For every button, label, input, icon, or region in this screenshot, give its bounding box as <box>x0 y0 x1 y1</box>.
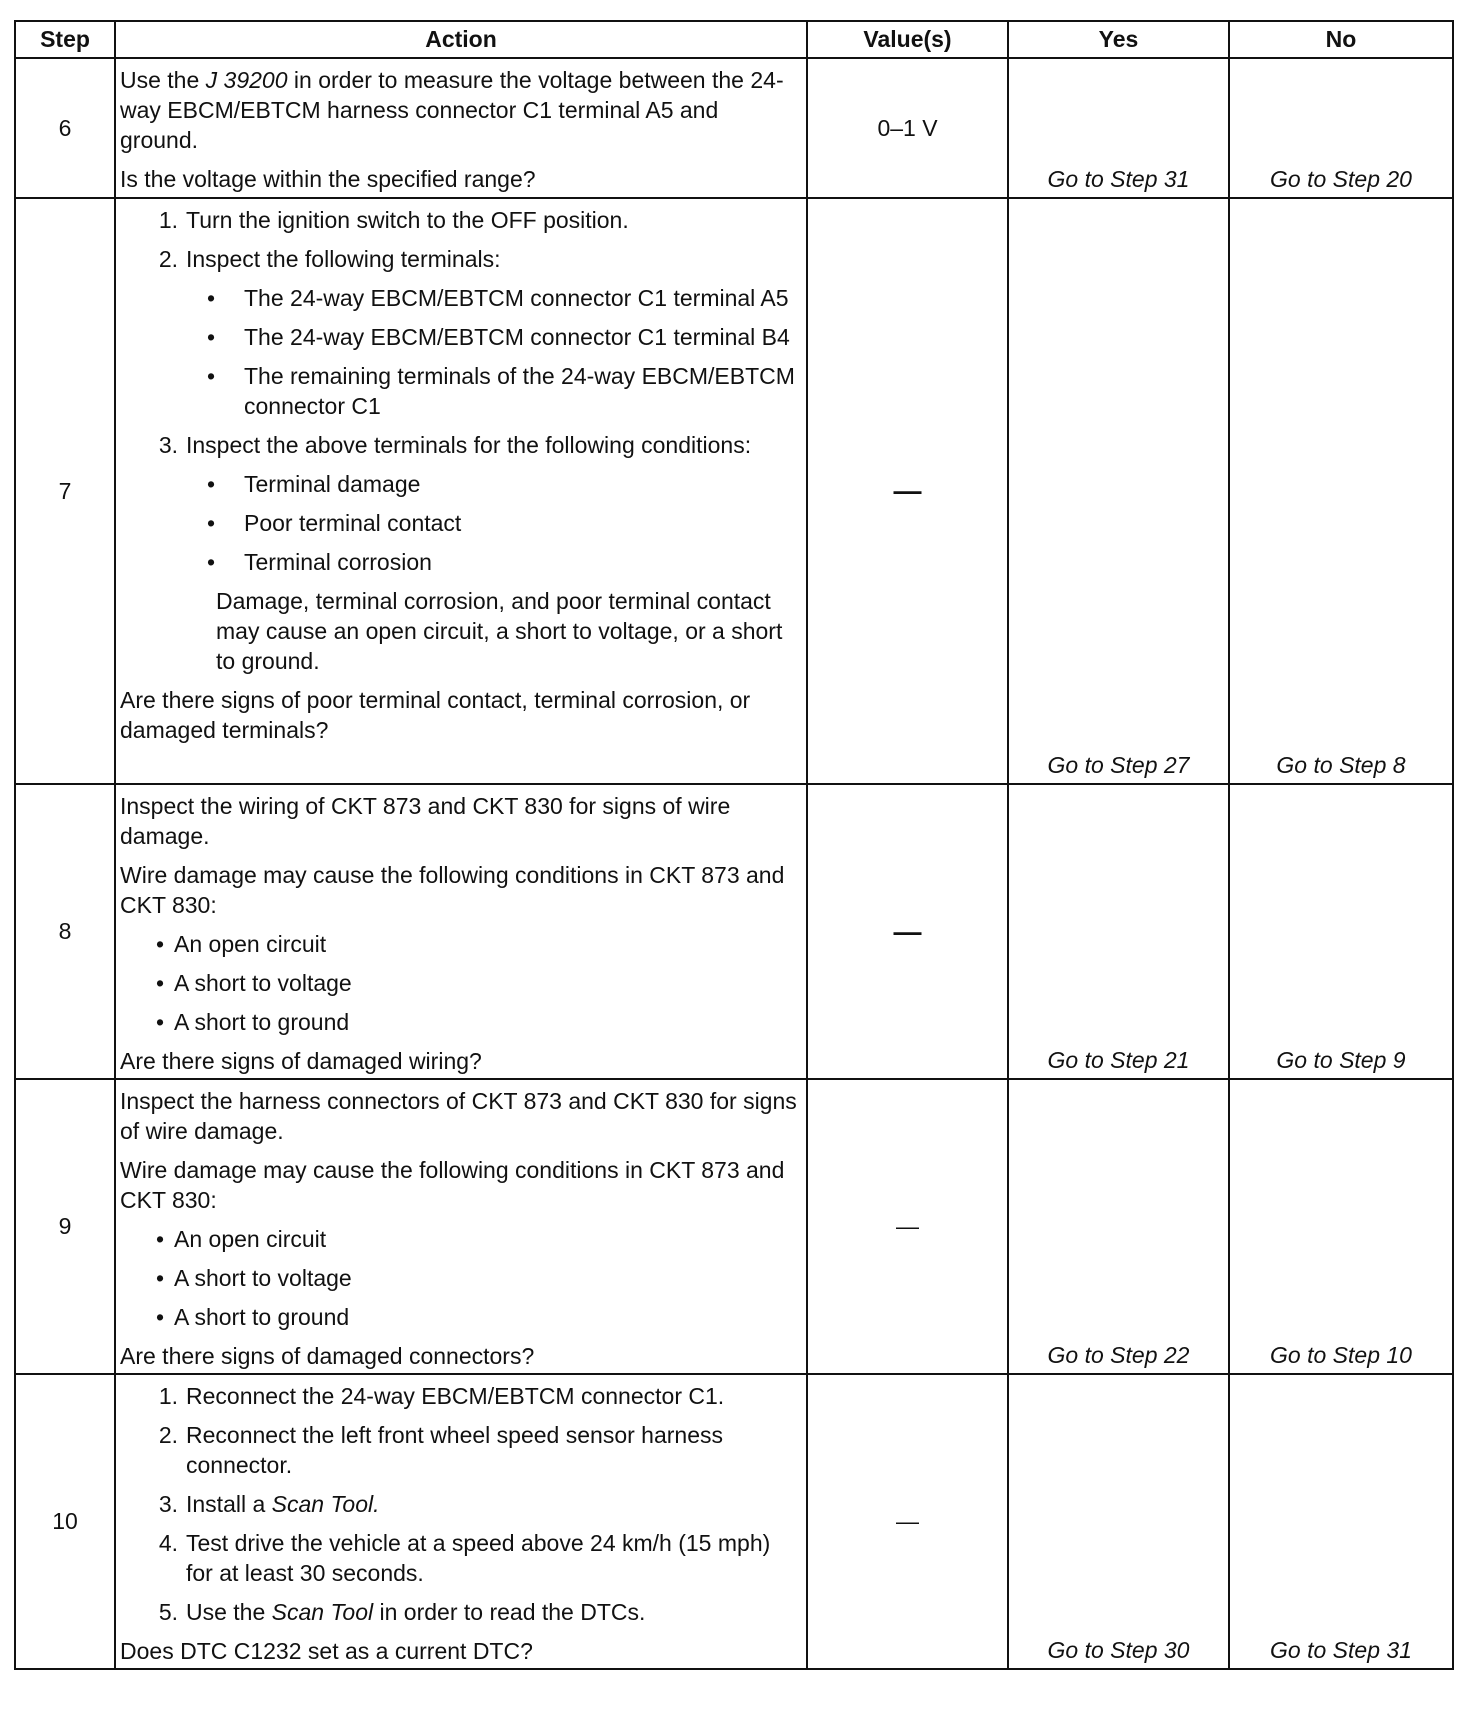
bullet-item <box>120 968 800 998</box>
bullet-text: An open circuit <box>174 931 327 957</box>
step-number: 8 <box>15 784 115 1079</box>
header-yes: Yes <box>1008 21 1229 58</box>
bullet-marker: • <box>206 285 216 311</box>
item-text <box>186 1528 800 1588</box>
item-number: 3. <box>158 1491 178 1517</box>
bullet-text: A short to ground <box>174 1304 350 1330</box>
item-number: 4. <box>158 1530 178 1556</box>
instruction-text: in order to measure the voltage between the 24-way EBCM/EBTCM harness connector C1 terminal A5 and ground. <box>120 67 784 153</box>
header-action: Action <box>115 21 807 58</box>
item-number: 1. <box>158 207 178 233</box>
value-cell <box>807 198 1008 784</box>
item-text-part: Test drive the vehicle at a speed above 24 km/h (15 mph) for at least 30 seconds. <box>186 1530 771 1586</box>
action-question: Does DTC C1232 set as a current DTC? <box>120 1638 533 1664</box>
bullet-item <box>120 469 800 499</box>
bullet-marker: • <box>155 931 165 957</box>
item-number: 2. <box>158 246 178 272</box>
header-step: Step <box>15 21 115 58</box>
bullet-item <box>120 1302 800 1332</box>
bullet-text: An open circuit <box>174 1226 327 1252</box>
bullet-item <box>120 361 800 421</box>
bullet-marker: • <box>206 549 216 575</box>
item-text: Inspect the following terminals: <box>186 246 501 272</box>
item-text: Turn the ignition switch to the OFF position. <box>186 207 629 233</box>
bullet-marker: • <box>155 1009 165 1035</box>
bullet-text: Poor terminal contact <box>244 510 462 536</box>
item-number: 1. <box>158 1383 178 1409</box>
bullet-text: A short to voltage <box>174 970 352 996</box>
numbered-item <box>120 244 800 274</box>
bullet-text: Terminal damage <box>244 471 421 497</box>
table-row-step-9 <box>15 1079 1453 1374</box>
no-goto-link[interactable]: Go to Step 8 <box>1229 198 1453 784</box>
bullet-item <box>120 547 800 577</box>
bullet-text: Terminal corrosion <box>244 549 432 575</box>
value-cell <box>807 784 1008 1079</box>
tool-name: Scan Tool. <box>271 1491 380 1517</box>
item-text-part: Reconnect the 24-way EBCM/EBTCM connector C1. <box>186 1383 725 1409</box>
action-instruction: Inspect the harness connectors of CKT 873 and CKT 830 for signs of wire damage. <box>120 1088 797 1144</box>
tool-name: J 39200 <box>205 67 288 93</box>
bullet-marker: • <box>206 324 216 350</box>
bullet-item <box>120 508 800 538</box>
action-question: Are there signs of poor terminal contact, terminal corrosion, or damaged terminals? <box>120 687 751 743</box>
table-row-step-8 <box>15 784 1453 1079</box>
item-text <box>186 1381 800 1411</box>
numbered-item <box>120 1381 800 1411</box>
bullet-marker: • <box>155 1226 165 1252</box>
action-question: Are there signs of damaged wiring? <box>120 1048 482 1074</box>
item-number: 3. <box>158 432 178 458</box>
value-text: — <box>893 475 922 506</box>
table-row-step-7 <box>15 198 1453 784</box>
bullet-item <box>120 1224 800 1254</box>
bullet-text: A short to ground <box>174 1009 350 1035</box>
item-number: 2. <box>158 1422 178 1448</box>
bullet-item <box>120 1263 800 1293</box>
numbered-item <box>120 1597 800 1627</box>
bullet-text: The remaining terminals of the 24-way EBCM/EBTCM connector C1 <box>244 363 795 419</box>
bullet-marker: • <box>206 510 216 536</box>
action-cell <box>115 58 807 198</box>
item-text-part: in order to read the DTCs. <box>373 1599 646 1625</box>
value-text: — <box>896 1213 919 1239</box>
condition-lead: Wire damage may cause the following conditions in CKT 873 and CKT 830: <box>120 862 785 918</box>
condition-lead: Wire damage may cause the following conditions in CKT 873 and CKT 830: <box>120 1157 785 1213</box>
yes-goto-link[interactable]: Go to Step 22 <box>1008 1079 1229 1374</box>
numbered-item <box>120 430 800 460</box>
yes-goto-link[interactable]: Go to Step 30 <box>1008 1374 1229 1669</box>
action-cell <box>115 784 807 1079</box>
no-goto-link[interactable]: Go to Step 10 <box>1229 1079 1453 1374</box>
item-text <box>186 1420 800 1480</box>
step-number: 9 <box>15 1079 115 1374</box>
bullet-marker: • <box>155 1304 165 1330</box>
bullet-item <box>120 929 800 959</box>
yes-goto-link[interactable]: Go to Step 27 <box>1008 198 1229 784</box>
action-question: Is the voltage within the specified range? <box>120 166 536 192</box>
step-number: 6 <box>15 58 115 198</box>
diagnostic-table <box>14 20 1454 1670</box>
bullet-item <box>120 1007 800 1037</box>
item-text-part: Reconnect the left front wheel speed sensor harness connector. <box>186 1422 723 1478</box>
bullet-marker: • <box>206 471 216 497</box>
header-row <box>15 21 1453 58</box>
no-goto-link[interactable]: Go to Step 31 <box>1229 1374 1453 1669</box>
bullet-item <box>120 322 800 352</box>
bullet-text: A short to voltage <box>174 1265 352 1291</box>
step-number: 7 <box>15 198 115 784</box>
instruction-text: Use the <box>120 67 206 93</box>
bullet-marker: • <box>206 363 216 389</box>
tool-name: Scan Tool <box>271 1599 374 1625</box>
item-text <box>186 1489 800 1519</box>
item-number: 5. <box>158 1599 178 1625</box>
header-no: No <box>1229 21 1453 58</box>
numbered-item <box>120 1489 800 1519</box>
value-text: — <box>896 1508 919 1534</box>
action-instruction <box>120 65 800 155</box>
bullet-marker: • <box>155 1265 165 1291</box>
action-instruction: Inspect the wiring of CKT 873 and CKT 830 for signs of wire damage. <box>120 793 731 849</box>
bullet-item <box>120 283 800 313</box>
value-cell <box>807 1079 1008 1374</box>
value-text: — <box>893 915 922 947</box>
value-cell <box>807 58 1008 198</box>
numbered-item <box>120 1528 800 1588</box>
header-values: Value(s) <box>807 21 1008 58</box>
item-text-part: Use the <box>186 1599 272 1625</box>
no-goto-link[interactable]: Go to Step 9 <box>1229 784 1453 1079</box>
bullet-text: The 24-way EBCM/EBTCM connector C1 terminal B4 <box>244 324 790 350</box>
yes-goto-link[interactable]: Go to Step 31 <box>1008 58 1229 198</box>
action-cell <box>115 1079 807 1374</box>
no-goto-link[interactable]: Go to Step 20 <box>1229 58 1453 198</box>
bullet-text: The 24-way EBCM/EBTCM connector C1 terminal A5 <box>244 285 789 311</box>
value-cell <box>807 1374 1008 1669</box>
item-text: Inspect the above terminals for the following conditions: <box>186 432 752 458</box>
bullet-marker: • <box>155 970 165 996</box>
item-text-part: Install a <box>186 1491 272 1517</box>
action-cell <box>115 1374 807 1669</box>
table-row-step-10 <box>15 1374 1453 1669</box>
value-text: 0–1 V <box>877 114 938 141</box>
action-cell <box>115 198 807 784</box>
item-text <box>186 1597 800 1627</box>
numbered-item <box>120 205 800 235</box>
action-question: Are there signs of damaged connectors? <box>120 1343 535 1369</box>
yes-goto-link[interactable]: Go to Step 21 <box>1008 784 1229 1079</box>
table-row-step-6 <box>15 58 1453 198</box>
numbered-item <box>120 1420 800 1480</box>
condition-note: Damage, terminal corrosion, and poor terminal contact may cause an open circuit, a short to voltage, or a short to ground. <box>216 588 783 674</box>
step-number: 10 <box>15 1374 115 1669</box>
diagnostic-table-sheet <box>14 20 1454 1670</box>
